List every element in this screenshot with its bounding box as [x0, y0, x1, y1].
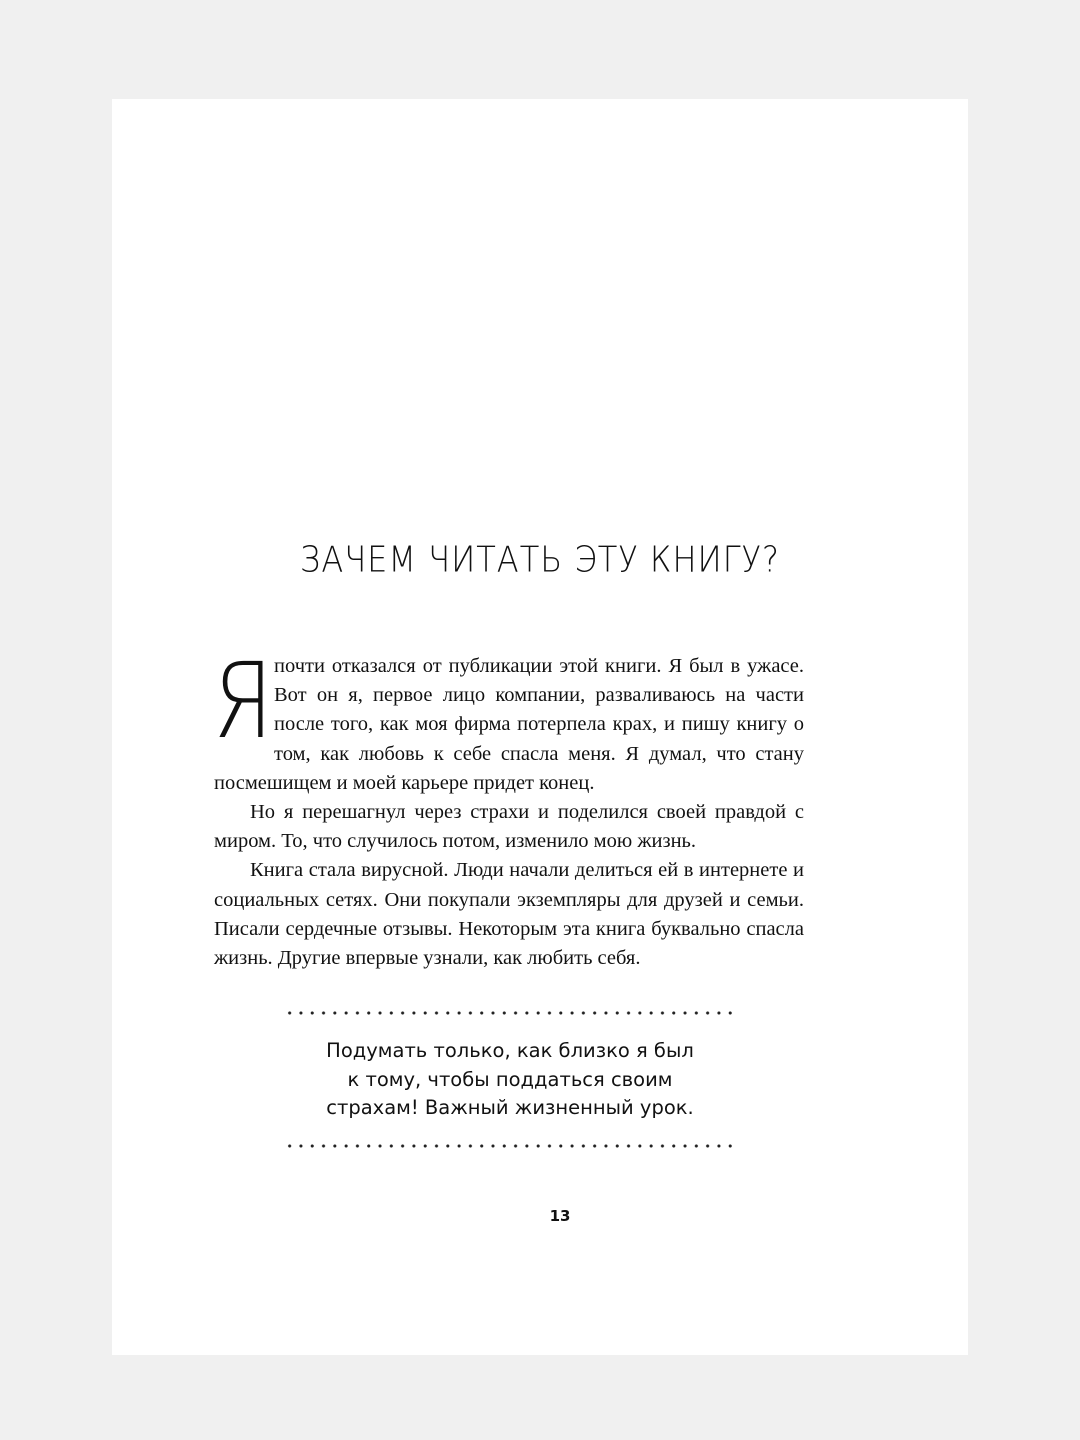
page-number: 13 — [549, 1207, 571, 1225]
paragraph-2: Но я перешагнул через страхи и поделился своей правдой с миром. То, что случилось потом, изменило мою жизнь. — [214, 801, 804, 853]
paragraph-3: Книга стала вирусной. Люди начали делиться ей в интернете и социальных сетях. Они покупали экземпляры для друзей и семьи. Писали сердечные отзывы. Некоторым эта книга буквально спасла жизнь. Другие впервые узнали, как любить себя. — [214, 859, 804, 970]
drop-cap: Я — [212, 640, 274, 762]
callout-line: страхам! Важный жизненный урок. — [326, 1096, 694, 1119]
book-page — [112, 99, 968, 1355]
paragraph-1-text: почти отказался от публикации этой книги. Я был в ужасе. Вот он я, первое лицо компании, разваливаюсь на части после того, как моя фирма потерпела крах, и пишу книгу о том, как любовь к себе спасла меня. Я думал, что стану посмешищем и моей карьере придет конец. — [214, 655, 804, 794]
body-text — [212, 640, 804, 973]
chapter-title: ЗАЧЕМ ЧИТАТЬ ЭТУ КНИГУ? — [299, 537, 781, 581]
callout-divider-top — [284, 1011, 736, 1015]
callout-line: Подумать только, как близко я был — [326, 1039, 694, 1062]
callout-quote — [260, 1037, 760, 1123]
callout-divider-bottom — [284, 1144, 736, 1148]
paragraph-1 — [212, 640, 804, 798]
callout-line: к тому, чтобы поддаться своим — [347, 1067, 673, 1091]
